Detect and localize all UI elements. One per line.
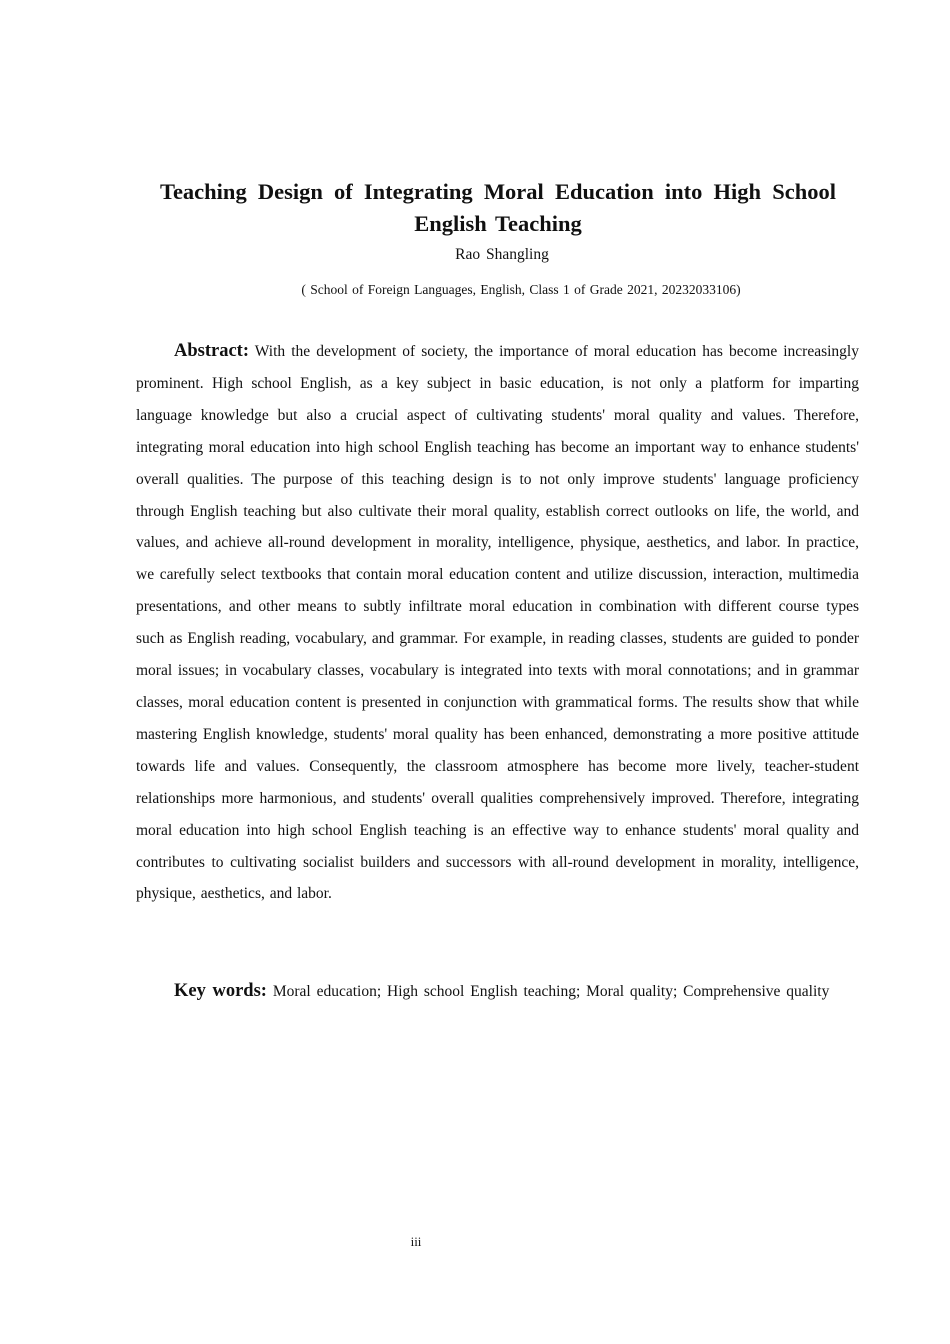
page-number: iii — [410, 1234, 422, 1249]
author-affiliation: ( School of Foreign Languages, English, Class 1 of Grade 2021, 20232033106) — [301, 282, 741, 297]
keywords-paragraph — [136, 975, 848, 1008]
paper-title — [160, 176, 836, 240]
keywords-label: Key words: — [174, 981, 267, 1001]
keywords-text: Moral education; High school English teaching; Moral quality; Comprehensive quality — [272, 983, 830, 1000]
abstract-label: Abstract: — [174, 341, 250, 361]
abstract-paragraph — [136, 336, 859, 910]
paper-title-line-2: English Teaching — [414, 211, 582, 236]
paper-title-line-1: Teaching Design of Integrating Moral Education into High School — [160, 179, 836, 204]
author-name: Rao Shangling — [455, 246, 549, 263]
abstract-text: With the development of society, the importance of moral education has become increasingly prominent. High school English, as a key subject in basic education, is not only a platform for imparting language knowledge but also a crucial aspect of cultivating students' moral quality and values. Therefore, integrating moral education into high school English teaching has become an important way to enhance students' overall qualities. The purpose of this teaching design is to not only improve students' language proficiency through English teaching but also cultivate their moral quality, establish correct outlooks on life, the world, and values, and achieve all-round development in morality, intelligence, physique, aesthetics, and labor. In practice, we carefully select textbooks that contain moral education content and utilize discussion, interaction, multimedia presentations, and other means to subtly infiltrate moral education in combination with different course types such as English reading, vocabulary, and grammar. For example, in reading classes, students are guided to ponder moral issues; in vocabulary classes, vocabulary is integrated into texts with moral connotations; and in grammar classes, moral education content is presented in conjunction with grammatical forms. The results show that while mastering English knowledge, students' moral quality has been enhanced, demonstrating a more positive attitude towards life and values. Consequently, the classroom atmosphere has become more lively, teacher-student relationships more harmonious, and students' overall qualities comprehensively improved. Therefore, integrating moral education into high school English teaching is an effective way to enhance students' moral quality and contributes to cultivating socialist builders and successors with all-round development in morality, intelligence, physique, aesthetics, and labor. — [136, 343, 859, 903]
